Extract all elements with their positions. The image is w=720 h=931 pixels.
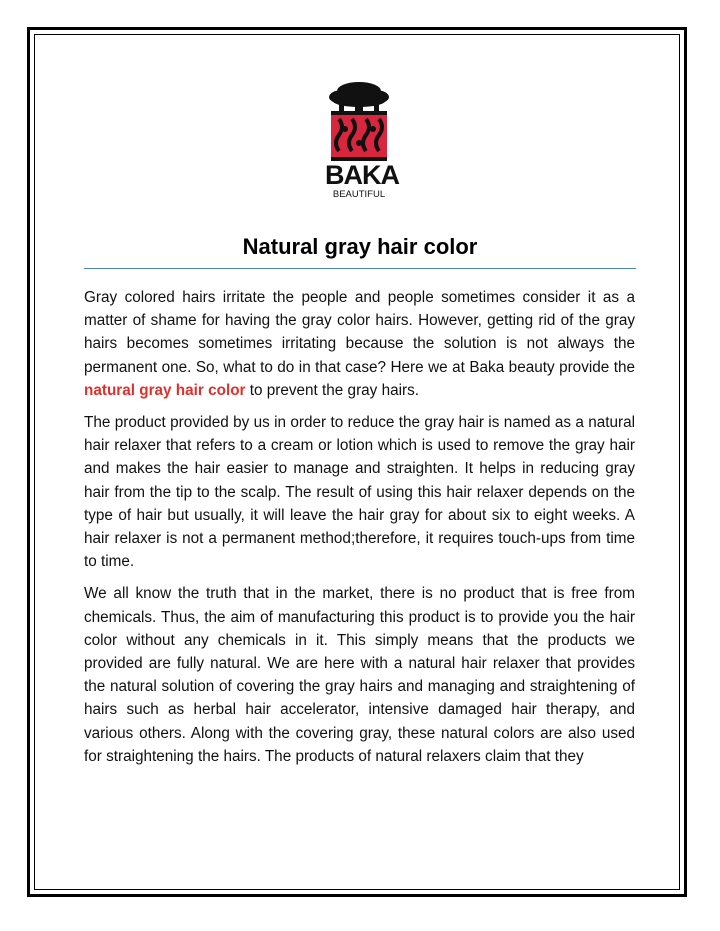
paragraph-3: We all know the truth that in the market, there is no product that is free from chemicals. Thus, the aim of manufacturing this product is to provide you the hair color without any chemicals in it. This simply means that the products we provided are fully natural. We are here with a natural hair relaxer that provides the natural solution of covering the gray hairs and managing and straightening of hairs such as herbal hair accelerator, intensive damaged hair therapy, and various others. Along with the covering gray, these natural colors are also used for straightening the hairs. The products of natural relaxers claim that they: [84, 585, 635, 765]
paragraph-1: [84, 286, 635, 402]
title-divider: [84, 268, 636, 269]
paragraph-1-text-end: to prevent the gray hairs.: [245, 381, 419, 399]
article-title: Natural gray hair color: [242, 234, 478, 259]
article-body: [84, 286, 635, 777]
paragraph-2: The product provided by us in order to reduce the gray hair is named as a natural hair relaxer that refers to a cream or lotion which is used to remove the gray hair and makes the hair easier to manage and straighten. It helps in reducing gray hair from the tip to the scalp. The result of using this hair relaxer depends on the type of hair but usually, it will leave the hair gray for about six to eight weeks. A hair relaxer is not a permanent method;therefore, it requires touch-ups from time to time.: [84, 414, 635, 571]
natural-gray-hair-color-link[interactable]: natural gray hair color: [84, 381, 246, 399]
paragraph-1-text: Gray colored hairs irritate the people and people sometimes consider it as a matter of shame for having the gray color hairs. However, getting rid of the gray hairs becomes sometimes irritating because the solution is not always the permanent one. So, what to do in that case? Here we at Baka beauty provide the: [84, 289, 635, 376]
baka-beautiful-logo: [325, 79, 399, 207]
logo-brand-top: BAKA: [325, 160, 399, 190]
logo-brand-bottom: BEAUTIFUL: [332, 189, 386, 200]
